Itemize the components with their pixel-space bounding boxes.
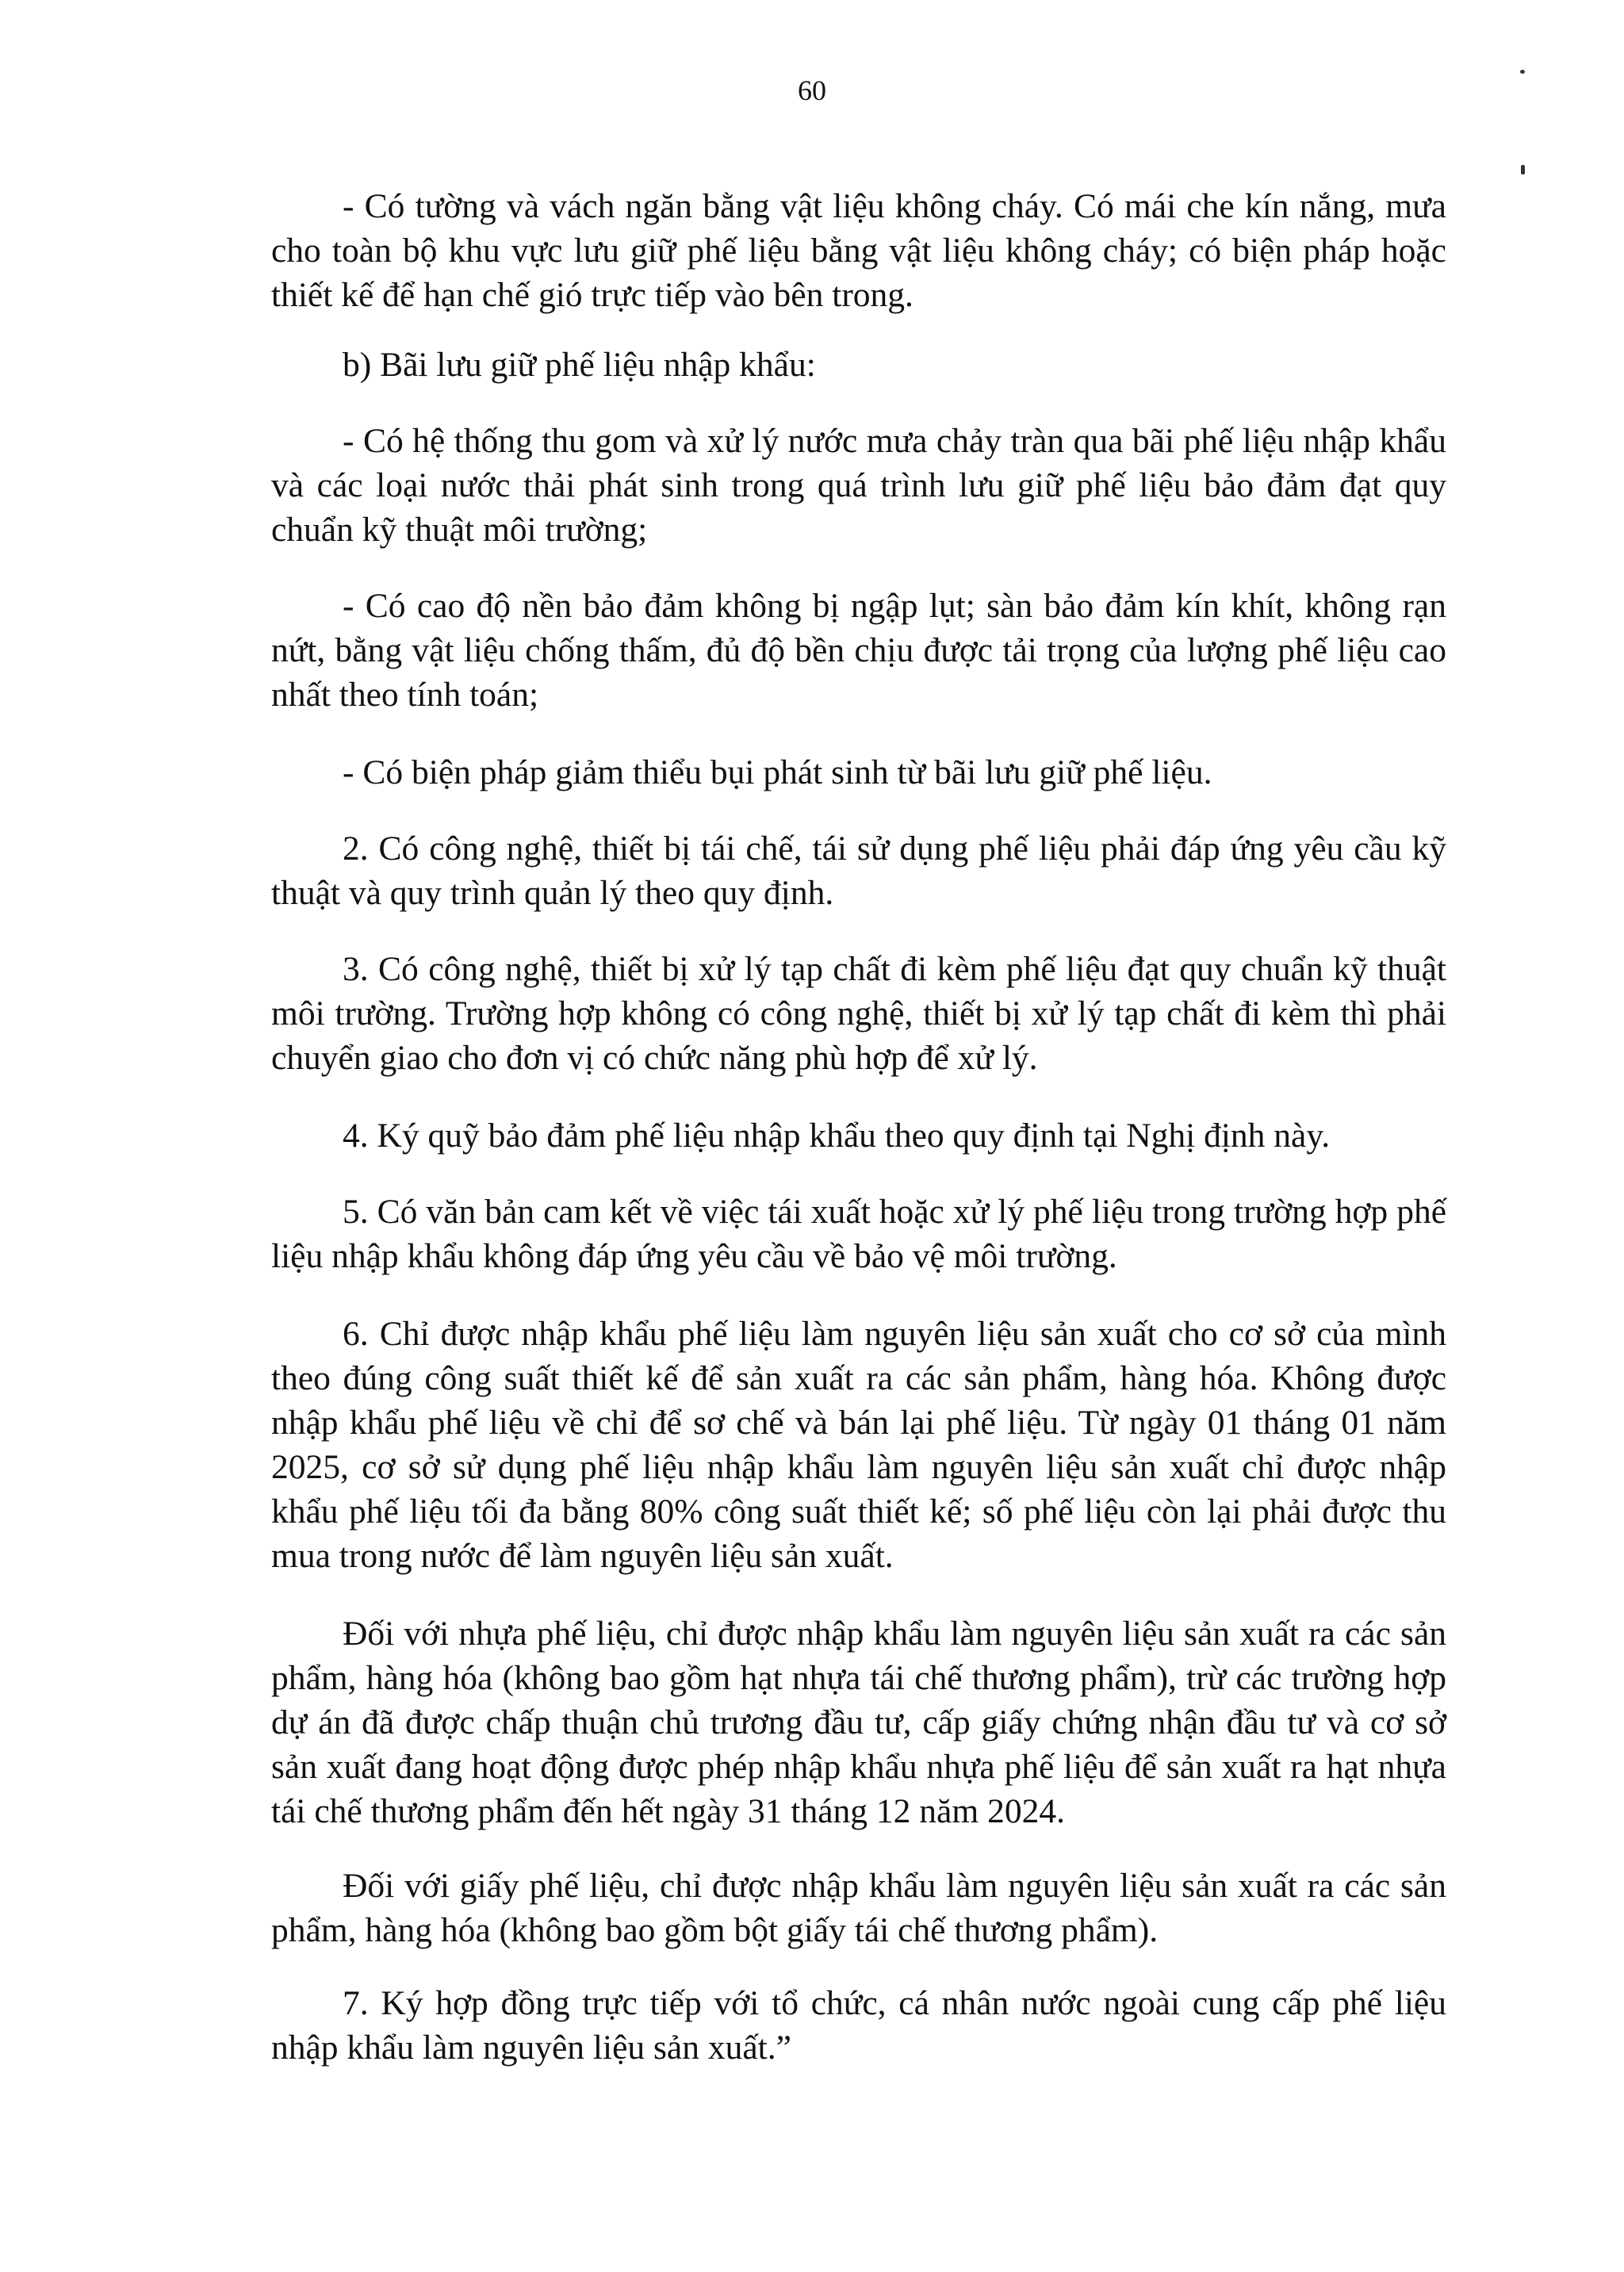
paragraph: 2. Có công nghệ, thiết bị tái chế, tái sử dụng phế liệu phải đáp ứng yêu cầu kỹ thuật và quy trình quản lý theo quy định. (271, 829, 1446, 912)
scan-speck (1521, 165, 1525, 174)
paragraph: Đối với nhựa phế liệu, chỉ được nhập khẩu làm nguyên liệu sản xuất ra các sản phẩm, hàng hóa (không bao gồm hạt nhựa tái chế thương phẩm), trừ các trường hợp dự án đã được chấp thuận chủ trương đầu tư, cấp giấy chứng nhận đầu tư và cơ sở sản xuất đang hoạt động được phép nhập khẩu nhựa phế liệu để sản xuất ra hạt nhựa tái chế thương phẩm đến hết ngày 31 tháng 12 năm 2024. (271, 1615, 1446, 1830)
paragraph: - Có hệ thống thu gom và xử lý nước mưa chảy tràn qua bãi phế liệu nhập khẩu và các loại nước thải phát sinh trong quá trình lưu giữ phế liệu bảo đảm đạt quy chuẩn kỹ thuật môi trường; (271, 422, 1446, 549)
paragraph: - Có biện pháp giảm thiểu bụi phát sinh từ bãi lưu giữ phế liệu. (343, 753, 1212, 791)
page-number: 60 (798, 75, 826, 106)
document-body (271, 184, 1446, 2070)
paragraph: - Có cao độ nền bảo đảm không bị ngập lụt; sàn bảo đảm kín khít, không rạn nứt, bằng vật liệu chống thấm, đủ độ bền chịu được tải trọng của lượng phế liệu cao nhất theo tính toán; (271, 587, 1446, 714)
paragraph: 5. Có văn bản cam kết về việc tái xuất hoặc xử lý phế liệu trong trường hợp phế liệu nhập khẩu không đáp ứng yêu cầu về bảo vệ môi trường. (271, 1193, 1446, 1275)
paragraph: Đối với giấy phế liệu, chỉ được nhập khẩu làm nguyên liệu sản xuất ra các sản phẩm, hàng hóa (không bao gồm bột giấy tái chế thương phẩm). (271, 1867, 1446, 1949)
paragraph: - Có tường và vách ngăn bằng vật liệu không cháy. Có mái che kín nắng, mưa cho toàn bộ khu vực lưu giữ phế liệu bằng vật liệu không cháy; có biện pháp hoặc thiết kế để hạn chế gió trực tiếp vào bên trong. (271, 187, 1446, 314)
scan-speck (1520, 70, 1525, 74)
paragraph: 3. Có công nghệ, thiết bị xử lý tạp chất đi kèm phế liệu đạt quy chuẩn kỹ thuật môi trường. Trường hợp không có công nghệ, thiết bị xử lý tạp chất đi kèm thì phải chuyển giao cho đơn vị có chức năng phù hợp để xử lý. (271, 950, 1446, 1077)
paragraph: 7. Ký hợp đồng trực tiếp với tổ chức, cá nhân nước ngoài cung cấp phế liệu nhập khẩu làm nguyên liệu sản xuất.” (271, 1984, 1446, 2067)
paragraph: 6. Chỉ được nhập khẩu phế liệu làm nguyên liệu sản xuất cho cơ sở của mình theo đúng công suất thiết kế để sản xuất ra các sản phẩm, hàng hóa. Không được nhập khẩu phế liệu về chỉ để sơ chế và bán lại phế liệu. Từ ngày 01 tháng 01 năm 2025, cơ sở sử dụng phế liệu nhập khẩu làm nguyên liệu sản xuất chỉ được nhập khẩu phế liệu tối đa bằng 80% công suất thiết kế; số phế liệu còn lại phải được thu mua trong nước để làm nguyên liệu sản xuất. (271, 1315, 1446, 1575)
paragraph: b) Bãi lưu giữ phế liệu nhập khẩu: (343, 346, 816, 384)
paragraph: 4. Ký quỹ bảo đảm phế liệu nhập khẩu theo quy định tại Nghị định này. (343, 1117, 1331, 1155)
